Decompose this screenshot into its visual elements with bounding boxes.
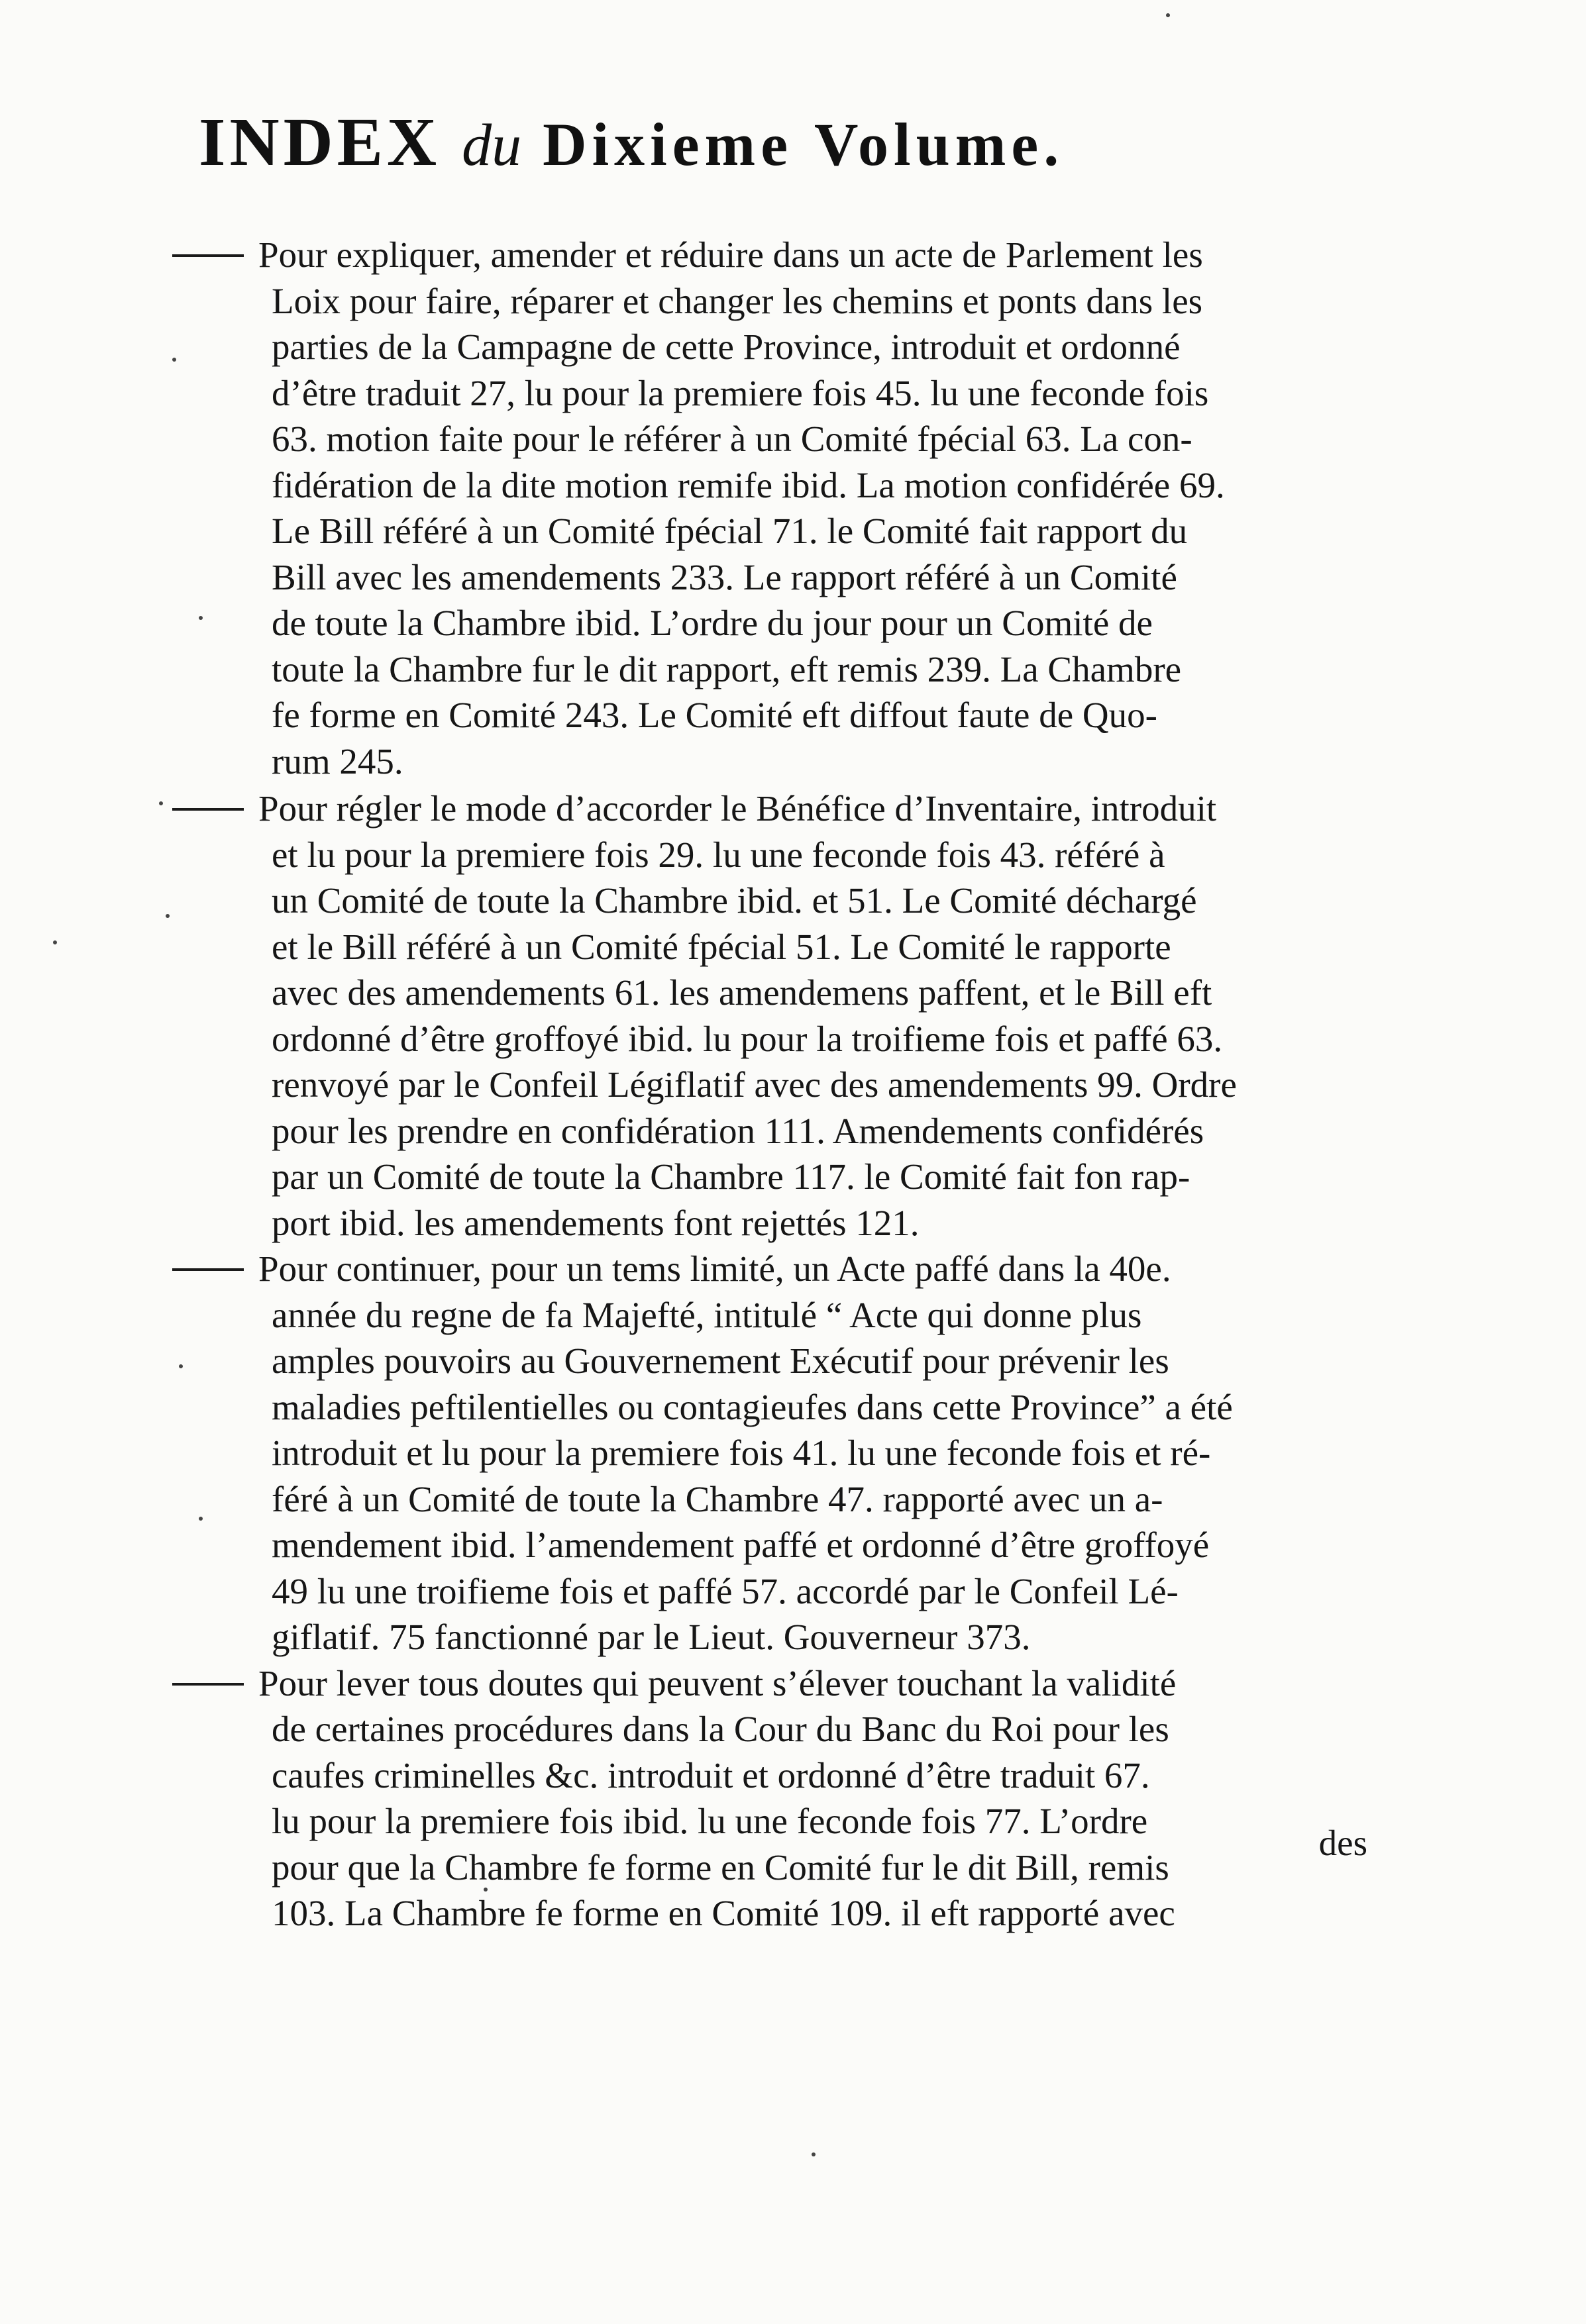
entry-line: féré à un Comité de toute la Chambre 47. rapporté avec un a- [272, 1478, 1163, 1519]
entry-line: Le Bill référé à un Comité fpécial 71. le Comité fait rapport du [272, 511, 1188, 551]
entry-line: et le Bill référé à un Comité fpécial 51. Le Comité le rapporte [272, 926, 1171, 967]
entry-line: fe forme en Comité 243. Le Comité eft diffout faute de Quo- [272, 695, 1157, 735]
entry-line: Pour continuer, pour un tems limité, un Acte paffé dans la 40e. [258, 1248, 1171, 1289]
title-volume: Volume. [814, 111, 1065, 178]
title-du: du [462, 113, 522, 178]
entry-line: introduit et lu pour la premiere fois 41. lu une feconde fois et ré- [272, 1433, 1211, 1473]
entry-line: d’être traduit 27, lu pour la premiere fois 45. lu une feconde fois [272, 372, 1209, 413]
entry-line: avec des amendements 61. les amendemens paffent, et le Bill eft [272, 972, 1212, 1013]
entry-line: Pour régler le mode d’accorder le Bénéfice d’Inventaire, introduit [258, 788, 1217, 829]
entry-line: Loix pour faire, réparer et changer les chemins et ponts dans les [272, 280, 1203, 321]
index-entry-benefice-inventaire [199, 785, 1404, 1246]
entry-line: amples pouvoirs au Gouvernement Exécutif pour prévenir les [272, 1340, 1169, 1381]
entry-line: 103. La Chambre fe forme en Comité 109. il eft rapporté avec [272, 1893, 1175, 1933]
speck [159, 801, 163, 805]
speck [812, 2152, 816, 2156]
speck [166, 914, 170, 918]
speck [1166, 13, 1170, 17]
entry-dash [172, 808, 244, 811]
entry-line: lu pour la premiere fois ibid. lu une feconde fois 77. L’ordre [272, 1801, 1148, 1841]
catchword: des [1318, 1823, 1367, 1863]
speck [179, 1364, 183, 1368]
entry-line: mendement ibid. l’amendement paffé et ordonné d’être groffoyé [272, 1525, 1210, 1565]
entry-line: renvoyé par le Confeil Légiflatif avec des amendements 99. Ordre [272, 1064, 1237, 1105]
entry-line: Pour lever tous doutes qui peuvent s’élever touchant la validité [258, 1662, 1177, 1703]
entry-line: rum 245. [272, 740, 403, 782]
entry-line: et lu pour la premiere fois 29. lu une feconde fois 43. référé à [272, 834, 1165, 875]
page-title [199, 99, 1325, 189]
entry-line: fidération de la dite motion remife ibid. La motion confidérée 69. [272, 464, 1225, 505]
entry-line: de toute la Chambre ibid. L’ordre du jour pour un Comité de [272, 603, 1153, 643]
title-dixieme: Dixieme [543, 111, 794, 178]
entry-line: ordonné d’être groffoyé ibid. lu pour la troifieme fois et paffé 63. [272, 1018, 1223, 1059]
entry-line: Bill avec les amendements 233. Le rapport référé à un Comité [272, 556, 1177, 597]
entry-dash [172, 1268, 244, 1271]
speck [199, 1517, 203, 1521]
index-entry-banc-du-roi [199, 1660, 1404, 1937]
speck [484, 1888, 488, 1892]
speck [53, 940, 57, 944]
entry-line: port ibid. les amendements font rejettés 121. [272, 1202, 920, 1243]
entry-line: maladies peftilentielles ou contagieufes dans cette Province” a été [272, 1386, 1233, 1427]
entry-line: Pour expliquer, amender et réduire dans un acte de Parlement les [258, 234, 1203, 275]
entry-line: pour que la Chambre fe forme en Comité fur le dit Bill, remis [272, 1846, 1169, 1888]
entry-line: giflatif. 75 fanctionné par le Lieut. Gouverneur 373. [272, 1617, 1031, 1657]
entry-line: année du regne de fa Majefté, intitulé “ Acte qui donne plus [272, 1294, 1142, 1335]
entry-line: parties de la Campagne de cette Province, introduit et ordonné [272, 327, 1181, 367]
entry-line: de certaines procédures dans la Cour du Banc du Roi pour les [272, 1709, 1169, 1749]
entry-line: 49 lu une troifieme fois et paffé 57. accordé par le Confeil Lé- [272, 1570, 1179, 1611]
index-entries [199, 232, 1404, 1937]
entry-line: un Comité de toute la Chambre ibid. et 51. Le Comité déchargé [272, 880, 1197, 921]
entry-dash [172, 254, 244, 257]
entry-line: par un Comité de toute la Chambre 117. le Comité fait fon rap- [272, 1156, 1190, 1197]
entry-line: pour les prendre en confidération 111. Amendements confidérés [272, 1110, 1204, 1151]
speck [199, 616, 203, 620]
entry-dash [172, 1683, 244, 1686]
index-entry-chemins [199, 232, 1404, 784]
index-entry-maladies [199, 1246, 1404, 1660]
entry-line: caufes criminelles &c. introduit et ordonné d’être traduit 67. [272, 1754, 1150, 1795]
entry-line: toute la Chambre fur le dit rapport, eft remis 239. La Chambre [272, 648, 1182, 689]
title-index: INDEX [199, 104, 441, 180]
speck [172, 358, 176, 362]
entry-line: 63. motion faite pour le référer à un Comité fpécial 63. La con- [272, 419, 1192, 459]
